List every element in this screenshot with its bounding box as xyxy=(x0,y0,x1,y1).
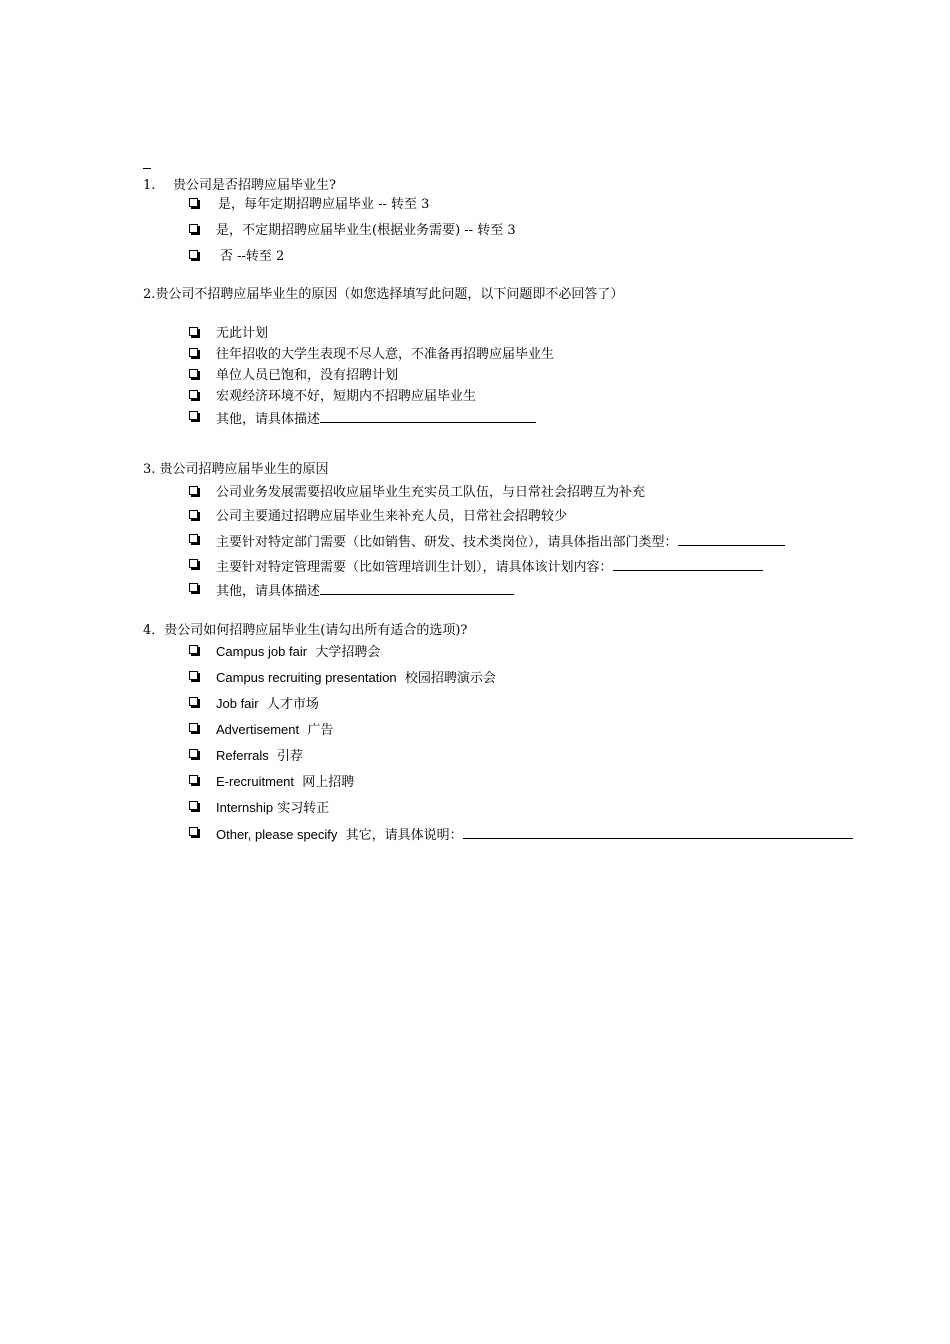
q3-option-3-text: 主要针对特定部门需要（比如销售、研发、技术类岗位），请具体指出部门类型： xyxy=(216,535,678,550)
q3-option-2-label: 公司主要通过招聘应届毕业生来补充人员，日常社会招聘较少 xyxy=(216,509,568,524)
q4-option-6-zh: 网上招聘 xyxy=(302,775,355,790)
checkbox-icon[interactable] xyxy=(189,775,198,784)
checkbox-icon[interactable] xyxy=(189,510,198,519)
question-1-title xyxy=(143,178,336,194)
q4-option-6-en: E-recruitment xyxy=(216,774,295,789)
question-4-title xyxy=(143,623,467,639)
q1-option-3-label: 否 --转至 2 xyxy=(220,249,285,264)
checkbox-icon[interactable] xyxy=(189,801,198,810)
q4-option-2-en: Campus recruiting presentation xyxy=(216,670,397,685)
checkbox-icon[interactable] xyxy=(189,348,198,357)
question-3-title xyxy=(143,462,329,478)
checkbox-icon[interactable] xyxy=(189,559,198,568)
q4-option-4-zh: 广告 xyxy=(307,723,334,738)
q2-other-fill-line[interactable] xyxy=(320,410,536,423)
q4-option-5-zh: 引荐 xyxy=(277,749,304,764)
q3-option-5-label xyxy=(216,582,514,600)
q3-department-fill-line[interactable] xyxy=(678,533,785,546)
q4-option-5-en: Referrals xyxy=(216,748,269,763)
q2-option-5-text: 其他，请具体描述 xyxy=(216,412,321,427)
checkbox-icon[interactable] xyxy=(189,645,198,654)
q4-option-8-label xyxy=(216,826,853,844)
question-2-title xyxy=(143,287,623,303)
checkbox-icon[interactable] xyxy=(189,224,198,233)
q4-option-5-label xyxy=(216,748,303,765)
question-1-number: 1. xyxy=(143,178,156,193)
q3-option-4-text: 主要针对特定管理需要（比如管理培训生计划），请具体该计划内容： xyxy=(216,560,613,575)
q3-other-fill-line[interactable] xyxy=(320,582,514,595)
checkbox-icon[interactable] xyxy=(189,411,198,420)
checkbox-icon[interactable] xyxy=(189,723,198,732)
top-dash-mark xyxy=(143,168,151,169)
q4-option-7-en: Internship xyxy=(216,800,274,815)
q3-option-5-text: 其他，请具体描述 xyxy=(216,584,321,599)
checkbox-icon[interactable] xyxy=(189,369,198,378)
q4-option-3-zh: 人才市场 xyxy=(266,697,319,712)
checkbox-icon[interactable] xyxy=(189,697,198,706)
question-3-text: 3. 贵公司招聘应届毕业生的原因 xyxy=(143,462,329,477)
q4-option-2-label xyxy=(216,670,496,687)
checkbox-icon[interactable] xyxy=(189,327,198,336)
q4-option-1-en: Campus job fair xyxy=(216,644,308,659)
q2-option-3-label: 单位人员已饱和，没有招聘计划 xyxy=(216,368,399,383)
q4-option-7-label xyxy=(216,800,329,817)
q3-option-3-label xyxy=(216,533,785,551)
q4-option-2-zh: 校园招聘演示会 xyxy=(404,671,496,686)
q4-option-4-en: Advertisement xyxy=(216,722,300,737)
q4-option-4-label xyxy=(216,722,333,739)
checkbox-icon[interactable] xyxy=(189,198,198,207)
checkbox-icon[interactable] xyxy=(189,749,198,758)
q4-option-1-zh: 大学招聘会 xyxy=(315,645,381,660)
checkbox-icon[interactable] xyxy=(189,534,198,543)
q4-option-8-zh: 其它，请具体说明： xyxy=(345,828,463,843)
q2-option-1-label: 无此计划 xyxy=(216,326,269,341)
checkbox-icon[interactable] xyxy=(189,583,198,592)
q4-option-3-en: Job fair xyxy=(216,696,259,711)
q4-other-fill-line[interactable] xyxy=(463,826,853,839)
q4-option-8-en: Other, please specify xyxy=(216,827,338,842)
q3-option-4-label xyxy=(216,558,763,576)
q4-option-1-label xyxy=(216,644,380,661)
q4-option-6-label xyxy=(216,774,354,791)
q4-option-7-zh: 实习转正 xyxy=(277,801,330,816)
q4-option-3-label xyxy=(216,696,319,713)
checkbox-icon[interactable] xyxy=(189,250,198,259)
q1-option-2-label: 是，不定期招聘应届毕业生(根据业务需要) -- 转至 3 xyxy=(216,223,516,238)
q2-option-2-label: 往年招收的大学生表现不尽人意，不准备再招聘应届毕业生 xyxy=(216,347,555,362)
checkbox-icon[interactable] xyxy=(189,671,198,680)
q3-plan-fill-line[interactable] xyxy=(613,558,763,571)
question-2-text: 2.贵公司不招聘应届毕业生的原因（如您选择填写此问题，以下问题即不必回答了） xyxy=(143,287,624,302)
checkbox-icon[interactable] xyxy=(189,390,198,399)
q1-option-1-label: 是，每年定期招聘应届毕业 -- 转至 3 xyxy=(218,197,430,212)
q3-option-1-label: 公司业务发展需要招收应届毕业生充实员工队伍，与日常社会招聘互为补充 xyxy=(216,485,646,500)
q2-option-5-label xyxy=(216,410,536,428)
checkbox-icon[interactable] xyxy=(189,827,198,836)
checkbox-icon[interactable] xyxy=(189,486,198,495)
question-4-text: 4．贵公司如何招聘应届毕业生(请勾出所有适合的选项)? xyxy=(143,623,468,638)
question-1-text: 贵公司是否招聘应届毕业生? xyxy=(173,178,336,193)
q2-option-4-label: 宏观经济环境不好，短期内不招聘应届毕业生 xyxy=(216,389,477,404)
